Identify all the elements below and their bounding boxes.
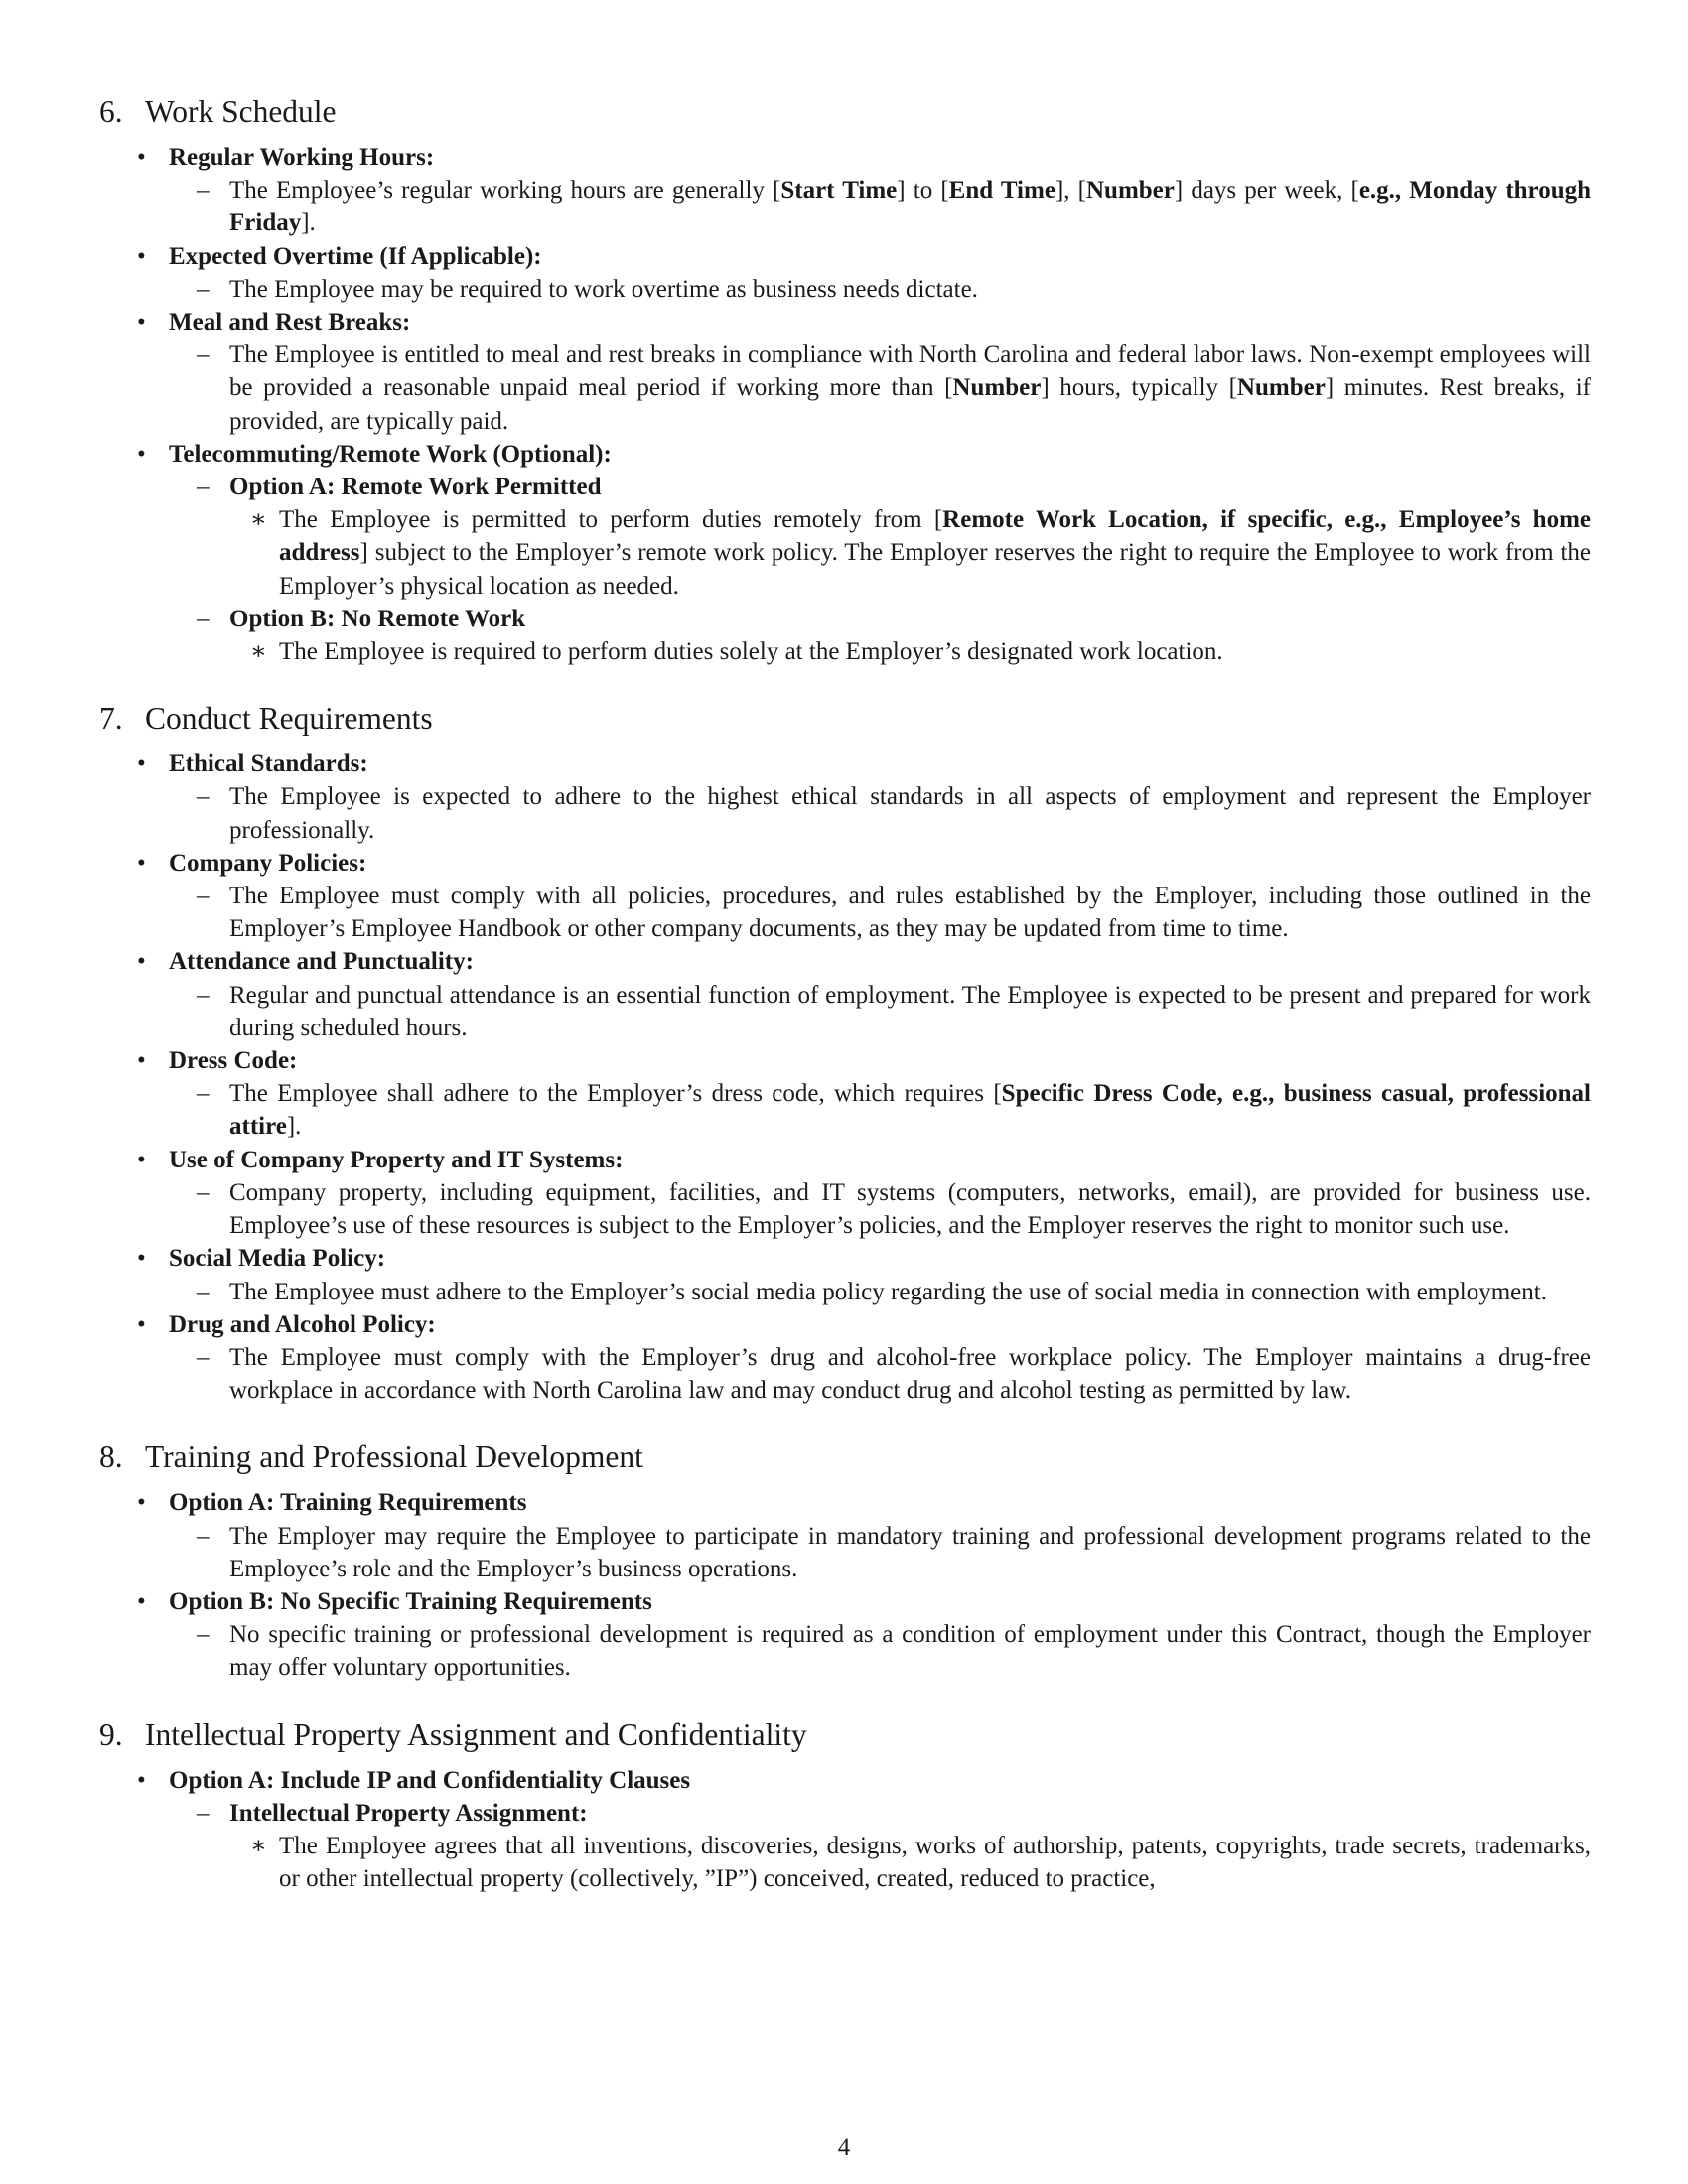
sub-item [99,1797,1591,1830]
page-number: 4 [837,2134,851,2161]
bold-text: Start Time [780,177,898,205]
bold-text: e.g., Monday through Friday [229,177,1592,237]
dash-marker: – [197,1522,210,1550]
section-number: 6. [99,94,123,129]
dash-marker: – [197,1080,210,1108]
sub-sub-item-text [279,503,1591,603]
sub-sub-item-text [279,635,1591,668]
sub-item [99,1618,1591,1684]
bold-text: Specific Dress Code, e.g., business casual, professional attire [229,1080,1591,1141]
dash-marker: – [197,1799,210,1827]
item-label: Option A: Training Requirements [169,1489,527,1517]
bullet-marker: • [137,440,146,468]
section-heading [99,1436,1591,1478]
asterisk-marker: ∗ [250,506,267,534]
item-label: Ethical Standards: [169,751,368,778]
sub-sub-item-text [279,1830,1591,1895]
item-label: Meal and Rest Breaks: [169,309,411,337]
list-item [99,240,1591,273]
sub-item [99,979,1591,1044]
dash-marker: – [197,275,210,303]
text-segment: The Employee is expected to adhere to the highest ethical standards in all aspects of employment and represent the Employer professionally. [229,783,1591,844]
bullet-marker: • [137,849,146,877]
item-label: Attendance and Punctuality: [169,948,474,976]
dash-marker: – [197,783,210,811]
bullet-marker: • [137,1310,146,1338]
sub-sub-item [99,503,1591,603]
section-heading [99,1714,1591,1756]
sub-item [99,780,1591,846]
text-segment: ] hours, typically [ [1041,374,1237,402]
asterisk-marker: ∗ [250,1832,267,1859]
text-segment: The Employee must comply with all policies, procedures, and rules established by the Employer, including those outlined in the Employer’s Employee Handbook or other company documents, as they may be updated from time to time. [229,883,1591,943]
dash-marker: – [197,981,210,1009]
item-label: Option A: Include IP and Confidentiality Clauses [169,1766,691,1794]
sub-item-text [229,471,1591,503]
section [99,698,1591,1407]
text-segment: The Employee agrees that all inventions, discoveries, designs, works of authorship, patents, copyrights, trade secrets, trademarks, or other intellectual property (collectively, ”IP”) conceived, created, reduced to practice, [279,1832,1591,1893]
document-page [99,91,1591,1925]
text-segment: The Employee may be required to work overtime as business needs dictate. [229,275,978,303]
sub-item-text [229,603,1591,635]
section-number: 9. [99,1716,123,1752]
list-item [99,1044,1591,1077]
section [99,1436,1591,1684]
dash-marker: – [197,474,210,501]
dash-marker: – [197,605,210,632]
bold-text: End Time [948,177,1055,205]
section-title: Intellectual Property Assignment and Confidentiality [145,1716,807,1752]
item-label: Company Policies: [169,849,367,877]
dash-marker: – [197,1343,210,1371]
section [99,91,1591,668]
list-item [99,1486,1591,1519]
item-label: Use of Company Property and IT Systems: [169,1146,624,1173]
section-title: Training and Professional Development [145,1439,643,1475]
sub-item [99,1176,1591,1242]
bullet-marker: • [137,751,146,778]
text-segment: The Employer may require the Employee to participate in mandatory training and professional development programs related to the Employee’s role and the Employer’s business operations. [229,1522,1591,1582]
item-label: Telecommuting/Remote Work (Optional): [169,440,612,468]
sub-item-text [229,1341,1591,1407]
sub-item [99,1341,1591,1407]
sub-item [99,339,1591,438]
sub-sub-item [99,1830,1591,1895]
dash-marker: – [197,177,210,205]
bullet-marker: • [137,1245,146,1273]
bold-text: Number [1236,374,1326,402]
dash-marker: – [197,1278,210,1305]
sub-item-text [229,174,1591,239]
item-label: Social Media Policy: [169,1245,386,1273]
text-segment: The Employee is permitted to perform duties remotely from [ [279,506,943,534]
sub-item-text [229,1077,1591,1143]
bullet-marker: • [137,1047,146,1075]
text-segment: The Employee must comply with the Employer’s drug and alcohol-free workplace policy. The Employer maintains a drug-free workplace in accordance with North Carolina law and may conduct drug and alcohol testing as permitted by law. [229,1343,1591,1405]
list-item [99,1585,1591,1618]
section-heading [99,698,1591,740]
section [99,1714,1591,1896]
text-segment: ], [ [1055,177,1086,205]
sub-item [99,471,1591,503]
dash-marker: – [197,1621,210,1649]
text-segment: Company property, including equipment, facilities, and IT systems (computers, networks, email), are provided for business use. Employee’s use of these resources is subject to the Employer’s policies, and the Employer reserves the right to monitor such use. [229,1178,1591,1240]
section-number: 7. [99,701,123,737]
sub-item [99,603,1591,635]
item-label: Option B: No Specific Training Requirements [169,1587,652,1615]
list-item [99,1308,1591,1341]
text-segment: Regular and punctual attendance is an essential function of employment. The Employee is expected to be present and prepared for work during scheduled hours. [229,981,1591,1041]
item-label: Dress Code: [169,1047,298,1075]
bold-text: Option B: No Remote Work [229,605,526,632]
asterisk-marker: ∗ [250,638,267,666]
sub-item-text [229,339,1591,438]
item-label: Drug and Alcohol Policy: [169,1310,436,1338]
text-segment: The Employee is required to perform duties solely at the Employer’s designated work location. [279,638,1223,666]
text-segment: No specific training or professional development is required as a condition of employment under this Contract, though the Employer may offer voluntary opportunities. [229,1621,1591,1682]
text-segment: ] subject to the Employer’s remote work policy. The Employer reserves the right to require the Employee to work from the Employer’s physical location as needed. [279,539,1591,600]
bold-text: Number [1085,177,1175,205]
list-item [99,141,1591,174]
list-item [99,1764,1591,1797]
bullet-marker: • [137,1587,146,1615]
section-heading [99,91,1591,133]
sub-item-text [229,979,1591,1044]
list-item [99,945,1591,978]
bullet-marker: • [137,948,146,976]
item-label: Expected Overtime (If Applicable): [169,242,542,270]
bullet-marker: • [137,1489,146,1517]
dash-marker: – [197,883,210,910]
sub-sub-item [99,635,1591,668]
bullet-marker: • [137,1146,146,1173]
sub-item [99,880,1591,945]
list-item [99,1242,1591,1275]
sub-item-text [229,1276,1591,1308]
item-label: Regular Working Hours: [169,144,435,171]
text-segment: ] minutes. Rest breaks, if provided, are typically paid. [229,374,1591,435]
sub-item-text [229,1176,1591,1242]
sub-item-text [229,1618,1591,1684]
list-item [99,748,1591,780]
text-segment: ]. [286,1113,302,1141]
list-item [99,1144,1591,1176]
text-segment: The Employee shall adhere to the Employer’s dress code, which requires [ [229,1080,1002,1108]
section-number: 8. [99,1439,123,1475]
bullet-marker: • [137,242,146,270]
dash-marker: – [197,341,210,369]
sub-item-text [229,1797,1591,1830]
text-segment: ]. [301,209,316,237]
text-segment: ] to [ [897,177,949,205]
sub-item [99,273,1591,306]
list-item [99,306,1591,339]
bold-text: Number [952,374,1042,402]
bold-text: Option A: Remote Work Permitted [229,474,602,501]
bold-text: Intellectual Property Assignment: [229,1799,588,1827]
sub-item-text [229,880,1591,945]
sub-item-text [229,1520,1591,1585]
bold-text: Remote Work Location, if specific, e.g., Employee’s home address [279,506,1591,567]
text-segment: The Employee is entitled to meal and rest breaks in compliance with North Carolina and federal labor laws. Non-exempt employees will be provided a reasonable unpaid meal period if working more than [ [229,341,1591,402]
section-title: Work Schedule [145,94,337,129]
sub-item-text [229,273,1591,306]
sub-item-text [229,780,1591,846]
sub-item [99,174,1591,239]
text-segment: ] days per week, [ [1174,177,1359,205]
text-segment: The Employee must adhere to the Employer’s social media policy regarding the use of social media in connection with employment. [229,1278,1547,1305]
bullet-marker: • [137,144,146,171]
bullet-marker: • [137,309,146,337]
bullet-marker: • [137,1766,146,1794]
sub-item [99,1276,1591,1308]
list-item [99,438,1591,471]
list-item [99,847,1591,880]
text-segment: The Employee’s regular working hours are generally [ [229,177,781,205]
section-title: Conduct Requirements [145,701,433,737]
sub-item [99,1077,1591,1143]
dash-marker: – [197,1178,210,1206]
sub-item [99,1520,1591,1585]
